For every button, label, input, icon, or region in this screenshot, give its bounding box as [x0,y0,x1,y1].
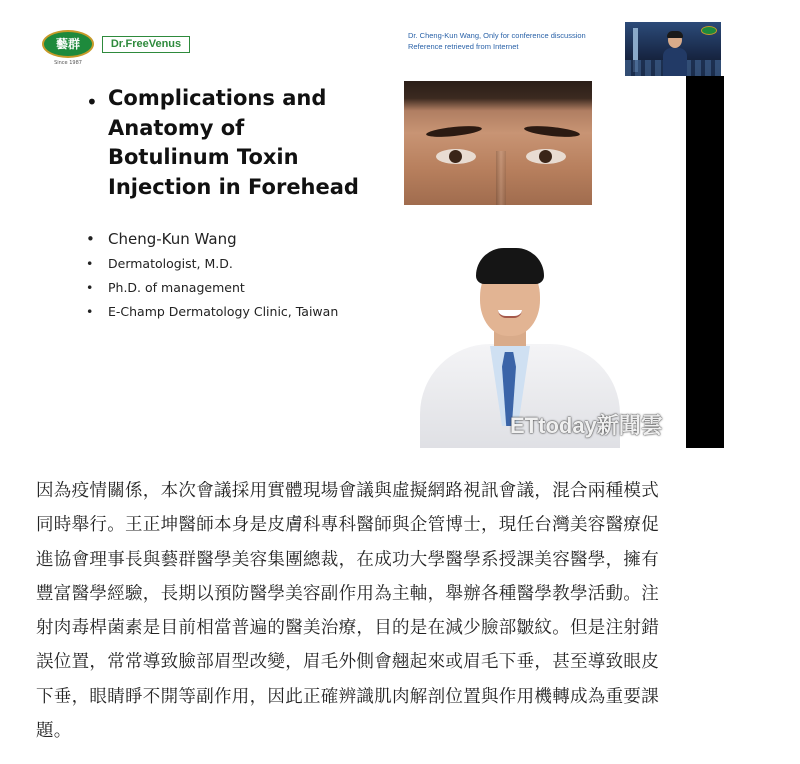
nose-bridge [496,151,506,205]
author-bullets [86,226,426,324]
credential-item: • Dermatologist, M.D. [86,252,426,276]
title-line: Botulinum Toxin [108,145,299,169]
article-line: 因為疫情關係，本次會議採用實體現場會議與虛擬網路視訊會議，混合兩種模式 [36,481,659,501]
right-eyebrow [524,124,581,139]
article-line: 進協會理事長與藝群醫學美容集團總裁，在成功大學醫學系授課美容醫學，擁有 [36,549,659,570]
speaker-video-thumbnail [625,22,721,76]
title-line: Injection in Forehead [108,174,359,199]
speaker-figure [663,32,687,76]
article-line: 下垂，眼睛睜不開等副作用，因此正確辨識肌肉解剖位置與作用機轉成為重要課 [36,686,659,707]
notice-line: Reference retrieved from Internet [408,42,519,51]
credential-item: • E-Champ Dermatology Clinic, Taiwan [86,300,426,324]
portrait-hair [476,248,544,284]
left-eye [436,149,476,164]
article-line: 同時舉行。王正坤醫師本身是皮膚科專科醫師與企管博士，現任台灣美容醫療促 [36,515,659,536]
article-line: 豐富醫學經驗，長期以預防醫學美容副作用為主軸，舉辦各種醫學教學活動。注 [36,583,659,604]
title-line: Anatomy of [108,115,245,140]
article-line: 題。 [36,721,72,742]
yiqun-logo-since: Since 1987 [54,60,82,66]
video-logo-mark [701,26,717,35]
slide-title [108,84,408,202]
forehead-face-photo [404,81,592,205]
credential-item: • Ph.D. of management [86,276,426,300]
yiqun-logo [42,30,94,70]
conference-slide-image [30,16,730,448]
left-eyebrow [426,124,483,139]
title-bullet-dot: • [86,90,98,114]
drfreevenus-logo: Dr.FreeVenus [102,36,190,53]
article-body [36,474,764,748]
ettoday-watermark: ETtoday新聞雲 [510,413,663,438]
article-line: 誤位置，常常導致臉部眉型改變，眉毛外側會翹起來或眉毛下垂，甚至導致眼皮 [36,652,659,673]
slide-notice [408,30,628,52]
notice-line: Dr. Cheng-Kun Wang, Only for conference discussion [408,31,586,40]
yiqun-logo-text: 藝群 [55,37,80,51]
author-name: • Cheng-Kun Wang [86,226,426,252]
video-letterbox-bar [686,76,724,448]
right-eye [526,149,566,164]
title-line: Complications and [108,86,327,110]
article-line: 射肉毒桿菌素是目前相當普遍的醫美治療，目的是在減少臉部皺紋。但是注射錯 [36,618,659,639]
